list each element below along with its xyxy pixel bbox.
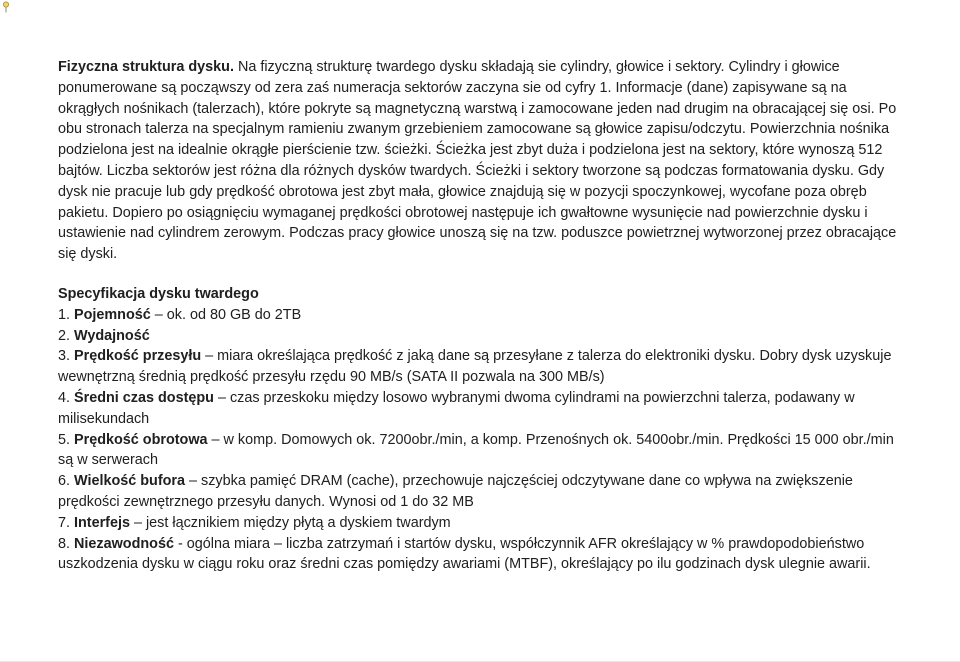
- item-number: 3.: [58, 348, 74, 365]
- item-text: – jest łącznikiem między płytą a dyskiem twardym: [129, 514, 451, 531]
- item-term: Wielkość bufora: [74, 473, 186, 490]
- item-text: – czas przeskoku między losowo wybranymi dwoma cylindrami na powierzchni talerza, podawany w milisekundach: [58, 389, 855, 427]
- intro-paragraph: [58, 57, 908, 265]
- spec-item-6: [58, 471, 908, 513]
- item-number: 5.: [58, 431, 74, 448]
- spec-section: [58, 284, 908, 575]
- spec-item-5: [58, 430, 908, 472]
- spec-item-3: [58, 346, 908, 388]
- item-term: Prędkość przesyłu: [74, 348, 202, 365]
- intro-title: Fizyczna struktura dysku.: [58, 59, 234, 75]
- spec-item-1: [58, 305, 908, 326]
- item-text: – miara określająca prędkość z jaką dane są przesyłane z talerza do elektroniki dysku. Dobry dysk uzyskuje wewnętrzną średnią prędkość przesyłu rzędu 90 MB/s (SATA II pozwala na 300 MB/s): [58, 348, 892, 386]
- item-term: Interfejs: [74, 514, 130, 531]
- item-text: – w komp. Domowych ok. 7200obr./min, a komp. Przenośnych ok. 5400obr./min. Prędkości 15 000 obr./min są w serwerach: [58, 431, 894, 469]
- document-body: [58, 57, 908, 575]
- item-term: Wydajność: [74, 327, 150, 344]
- item-number: 1.: [58, 306, 74, 323]
- item-term: Średni czas dostępu: [74, 389, 214, 406]
- spec-heading: Specyfikacja dysku twardego: [58, 285, 259, 302]
- item-number: 4.: [58, 389, 74, 406]
- item-number: 8.: [58, 535, 74, 552]
- item-number: 7.: [58, 514, 74, 531]
- item-text: - ogólna miara – liczba zatrzymań i startów dysku, współczynnik AFR określający w % prawdopodobieństwo uszkodzenia dysku w ciągu roku oraz średni czas pomiędzy awariami (MTBF), określający po ilu godzinach dysk ulegnie awarii.: [58, 535, 871, 573]
- item-number: 2.: [58, 327, 74, 344]
- item-term: Pojemność: [74, 306, 151, 323]
- spec-item-8: [58, 534, 908, 576]
- item-number: 6.: [58, 473, 74, 490]
- spec-item-7: [58, 513, 908, 534]
- item-term: Prędkość obrotowa: [74, 431, 208, 448]
- item-text: – szybka pamięć DRAM (cache), przechowuje najczęściej odczytywane dane co wpływa na zwiększenie prędkości zewnętrznego przesyłu danych. Wynosi od 1 do 32 MB: [58, 473, 853, 510]
- pin-icon: [2, 1, 10, 13]
- spec-item-2: [58, 326, 908, 347]
- item-term: Niezawodność: [74, 535, 174, 552]
- item-text: – ok. od 80 GB do 2TB: [150, 306, 302, 323]
- intro-text: Na fizyczną strukturę twardego dysku składają sie cylindry, głowice i sektory. Cylindry i głowice ponumerowane są począwszy od zera zaś numeracja sektorów zaczyna sie od cyfry 1. Informacje (dane) zapisywane są na okrągłych nośnikach (talerzach), które pokryte są magnetyczną warstwą i zamocowane jeden nad drugim na obracającej się osi. Po obu stronach talerza na specjalnym ramieniu zwanym grzebieniem zamocowane są głowice zapisu/odczytu. Powierzchnia nośnika podzielona jest na idealnie okrągłe pierścienie tzw. ścieżki. Ścieżka jest zbyt duża i podzielona jest na sektory, które wynoszą 512 bajtów. Liczba sektorów jest różna dla różnych dysków twardych. Ścieżki i sektory tworzone są podczas formatowania dysku. Gdy dysk nie pracuje lub gdy prędkość obrotowa jest zbyt mała, głowice znajdują się w pozycji spoczynkowej, wycofane poza obręb pakietu. Dopiero po osiągnięciu wymaganej prędkości obrotowej następuje ich gwałtowne wysunięcie nad powierzchnie dysku i ustawienie nad cylindrem zerowym. Podczas pracy głowice unoszą się na tzw. poduszce powietrznej wytworzonej przez obracające się dyski.: [58, 59, 897, 263]
- spec-item-4: [58, 388, 908, 430]
